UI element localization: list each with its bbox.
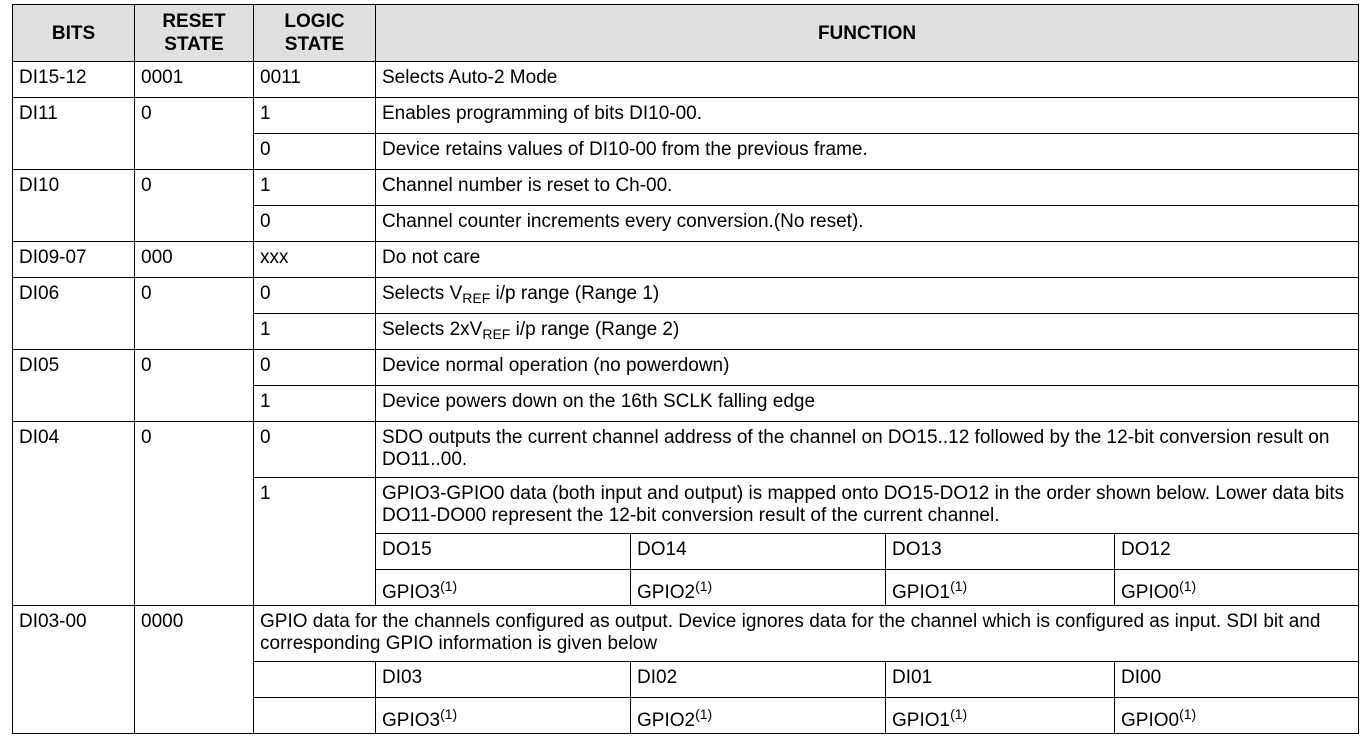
bits-cell: DI09-07 bbox=[13, 242, 135, 278]
logic-cell: 0 bbox=[254, 350, 376, 386]
map-header-cell: DI00 bbox=[1115, 662, 1359, 698]
map-value-cell bbox=[1115, 570, 1359, 606]
bits-cell: DI15-12 bbox=[13, 62, 135, 98]
function-cell: Device retains values of DI10-00 from the previous frame. bbox=[376, 134, 1359, 170]
bits-cell: DI11 bbox=[13, 98, 135, 170]
gpio-label: GPIO2 bbox=[637, 710, 696, 731]
footnote-marker: (1) bbox=[1179, 578, 1197, 594]
map-header-cell: DO14 bbox=[631, 534, 886, 570]
table-row bbox=[13, 170, 1359, 206]
footnote-marker: (1) bbox=[950, 578, 968, 594]
table-row bbox=[13, 278, 1359, 314]
gpio-label: GPIO1 bbox=[892, 582, 951, 603]
table-row bbox=[13, 422, 1359, 478]
map-value-cell bbox=[631, 570, 886, 606]
map-value-cell bbox=[886, 698, 1115, 734]
subscript: REF bbox=[462, 290, 491, 306]
function-cell: Device powers down on the 16th SCLK falling edge bbox=[376, 386, 1359, 422]
register-table bbox=[12, 4, 1359, 734]
function-cell bbox=[376, 278, 1359, 314]
table-row bbox=[13, 62, 1359, 98]
function-cell: Channel counter increments every conversion.(No reset). bbox=[376, 206, 1359, 242]
reset-cell: 0 bbox=[135, 98, 254, 170]
logic-cell: 1 bbox=[254, 478, 376, 606]
reset-cell: 000 bbox=[135, 242, 254, 278]
reset-cell: 0 bbox=[135, 350, 254, 422]
gpio-label: GPIO3 bbox=[382, 582, 441, 603]
map-value-cell bbox=[376, 570, 631, 606]
logic-cell: 0 bbox=[254, 206, 376, 242]
bits-cell: DI05 bbox=[13, 350, 135, 422]
function-cell: GPIO3-GPIO0 data (both input and output) is mapped onto DO15-DO12 in the order shown below. Lower data bits DO11-DO00 represent the 12-bit conversion result of the current channel. bbox=[376, 478, 1359, 534]
logic-cell: 1 bbox=[254, 386, 376, 422]
header-logic-state: LOGIC STATE bbox=[254, 5, 376, 62]
function-cell: SDO outputs the current channel address of the channel on DO15..12 followed by the 12-bit conversion result on DO11..00. bbox=[376, 422, 1359, 478]
table-row bbox=[13, 242, 1359, 278]
map-value-cell bbox=[376, 698, 631, 734]
gpio-label: GPIO1 bbox=[892, 710, 951, 731]
map-header-cell: DI03 bbox=[376, 662, 631, 698]
reset-cell: 0 bbox=[135, 278, 254, 350]
gpio-label: GPIO0 bbox=[1121, 710, 1180, 731]
empty-logic-cell bbox=[254, 662, 376, 698]
footnote-marker: (1) bbox=[440, 706, 458, 722]
table-row bbox=[13, 350, 1359, 386]
function-cell: Channel number is reset to Ch-00. bbox=[376, 170, 1359, 206]
header-row bbox=[13, 5, 1359, 62]
reset-cell: 0000 bbox=[135, 606, 254, 734]
reset-cell: 0 bbox=[135, 422, 254, 606]
logic-cell: 0 bbox=[254, 134, 376, 170]
function-cell: GPIO data for the channels configured as output. Device ignores data for the channel which is configured as input. SDI bit and corresponding GPIO information is given below bbox=[254, 606, 1359, 662]
header-bits: BITS bbox=[13, 5, 135, 62]
logic-cell: 0011 bbox=[254, 62, 376, 98]
header-function: FUNCTION bbox=[376, 5, 1359, 62]
reset-cell: 0 bbox=[135, 170, 254, 242]
gpio-label: GPIO3 bbox=[382, 710, 441, 731]
bits-cell: DI03-00 bbox=[13, 606, 135, 734]
map-value-cell bbox=[886, 570, 1115, 606]
function-text: i/p range (Range 1) bbox=[490, 283, 660, 304]
map-value-cell bbox=[1115, 698, 1359, 734]
footnote-marker: (1) bbox=[950, 706, 968, 722]
empty-logic-cell bbox=[254, 698, 376, 734]
function-cell: Enables programming of bits DI10-00. bbox=[376, 98, 1359, 134]
bits-cell: DI10 bbox=[13, 170, 135, 242]
logic-cell: 0 bbox=[254, 278, 376, 314]
header-reset-state: RESET STATE bbox=[135, 5, 254, 62]
logic-cell: xxx bbox=[254, 242, 376, 278]
map-header-cell: DO12 bbox=[1115, 534, 1359, 570]
logic-cell: 0 bbox=[254, 422, 376, 478]
footnote-marker: (1) bbox=[695, 706, 713, 722]
logic-cell: 1 bbox=[254, 98, 376, 134]
function-cell: Device normal operation (no powerdown) bbox=[376, 350, 1359, 386]
function-cell: Do not care bbox=[376, 242, 1359, 278]
map-value-cell bbox=[631, 698, 886, 734]
logic-cell: 1 bbox=[254, 170, 376, 206]
map-header-cell: DI02 bbox=[631, 662, 886, 698]
gpio-label: GPIO2 bbox=[637, 582, 696, 603]
logic-cell: 1 bbox=[254, 314, 376, 350]
table-row bbox=[13, 98, 1359, 134]
function-text: Selects V bbox=[382, 283, 463, 304]
bits-cell: DI04 bbox=[13, 422, 135, 606]
bits-cell: DI06 bbox=[13, 278, 135, 350]
map-header-cell: DO15 bbox=[376, 534, 631, 570]
function-cell: Selects Auto-2 Mode bbox=[376, 62, 1359, 98]
reset-cell: 0001 bbox=[135, 62, 254, 98]
subscript: REF bbox=[482, 326, 511, 342]
footnote-marker: (1) bbox=[440, 578, 458, 594]
map-header-cell: DI01 bbox=[886, 662, 1115, 698]
footnote-marker: (1) bbox=[695, 578, 713, 594]
function-text: Selects 2xV bbox=[382, 319, 483, 340]
function-text: i/p range (Range 2) bbox=[510, 319, 680, 340]
gpio-label: GPIO0 bbox=[1121, 582, 1180, 603]
footnote-marker: (1) bbox=[1179, 706, 1197, 722]
map-header-cell: DO13 bbox=[886, 534, 1115, 570]
table-row bbox=[13, 606, 1359, 662]
function-cell bbox=[376, 314, 1359, 350]
